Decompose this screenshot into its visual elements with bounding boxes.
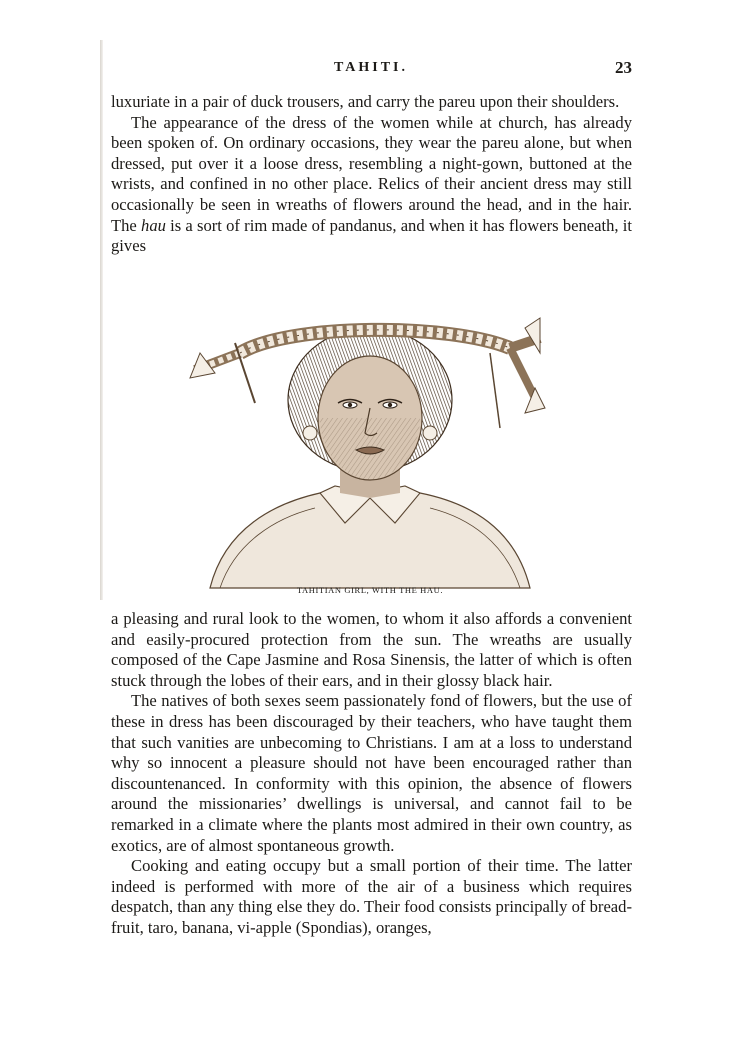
dress-shape — [210, 493, 530, 588]
running-title: TAHITI. — [333, 60, 409, 75]
figure-caption: TAHITIAN GIRL, WITH THE HAU. — [296, 585, 444, 595]
paragraph: The natives of both sexes seem passionately fond of flowers, but the use of these in dress has been discouraged by their teachers, who have taught them that such vanities are unbecoming to Christians. I am at a loss to understand why so innocent a pleasure should not have been encouraged rather than discountenanced. In conformity with this opinion, the absence of flowers around the missionaries’ dwellings is universal, and cannot fail to be remarked in a climate where the plants most admired in their own country, as exotics, are of almost spontaneous growth. — [111, 691, 632, 855]
paragraph-text: is a sort of rim made of pandanus, and when it has flowers beneath, it gives — [111, 215, 633, 256]
page-number: 23 — [615, 58, 632, 77]
engraving-illustration — [180, 308, 560, 598]
paragraph — [111, 113, 632, 257]
text-block-top — [111, 92, 632, 257]
emphasis-hau: hau — [141, 215, 166, 235]
paragraph: a pleasing and rural look to the women, to whom it also affords a convenient and easily-procured protection from the sun. The wreaths are usually composed of the Cape Jasmine and Rosa Sinensis, the latter of which is often stuck through the lobes of their ears, and in their glossy black hair. — [111, 609, 632, 690]
paragraph-text: The appearance of the dress of the women while at church, has already been spoken of. On ordinary occasions, they wear the pareu alone, but when dressed, put over it a loose dress, resembling a night-gown, buttoned at the wrists, and confined in no other place. Relics of their ancient dress may still occasionally be seen in wreaths of flowers around the head, and in the hair. The — [111, 112, 632, 235]
paragraph: Cooking and eating occupy but a small portion of their time. The latter indeed is performed with more of the air of a business which requires despatch, than any thing else they do. Their food consists principally of bread-fruit, taro, banana, vi-apple (Spondias), oranges, — [111, 856, 632, 937]
running-head — [110, 58, 632, 82]
binding-shadow — [100, 40, 103, 600]
tahitian-girl-engraving — [180, 308, 560, 598]
paragraph: luxuriate in a pair of duck trousers, and carry the pareu upon their shoulders. — [111, 92, 620, 111]
text-block-bottom — [111, 609, 632, 939]
